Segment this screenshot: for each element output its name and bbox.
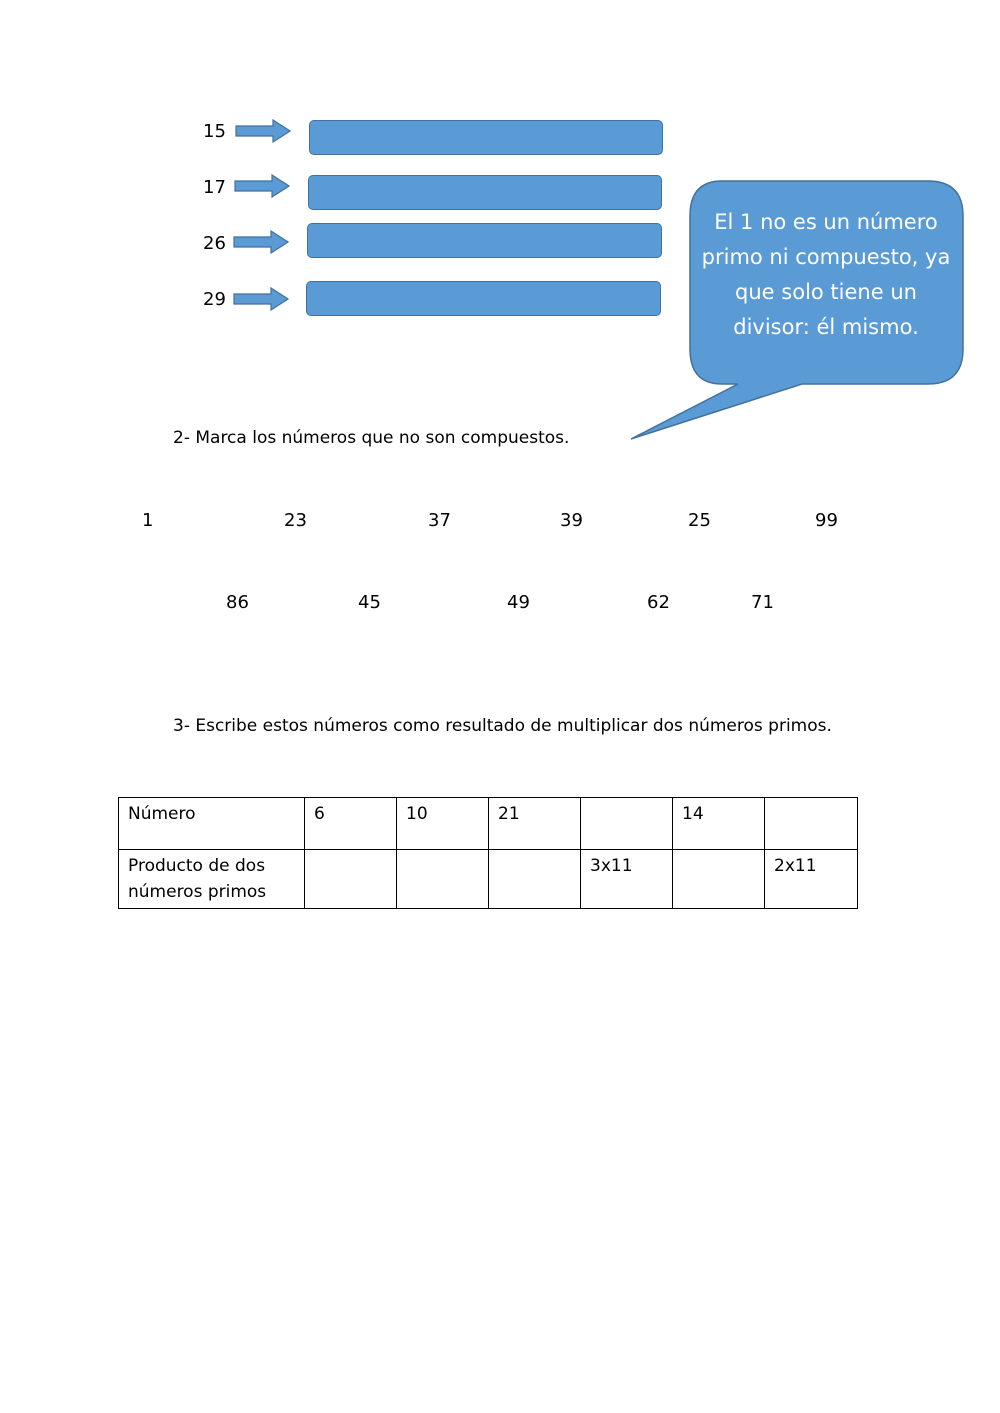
number-option[interactable]: 45 [358, 592, 381, 613]
number-option[interactable]: 62 [647, 592, 670, 613]
table-cell-input[interactable] [673, 850, 765, 909]
table-cell: 3x11 [581, 850, 673, 909]
number-label-17: 17 [203, 177, 226, 198]
row-label-product: Producto de dos números primos [119, 850, 305, 909]
answer-box-17[interactable] [308, 175, 662, 210]
table-cell-input[interactable] [305, 850, 397, 909]
table-cell-input[interactable] [397, 850, 489, 909]
products-table [118, 797, 858, 909]
table-cell-input[interactable] [765, 798, 858, 850]
number-option[interactable]: 39 [560, 510, 583, 531]
number-option[interactable]: 86 [226, 592, 249, 613]
table-cell: 2x11 [765, 850, 858, 909]
number-option[interactable]: 1 [142, 510, 154, 531]
number-option[interactable]: 37 [428, 510, 451, 531]
number-option[interactable]: 71 [751, 592, 774, 613]
answer-box-26[interactable] [307, 223, 662, 258]
number-label-29: 29 [203, 289, 226, 310]
right-arrow-icon [235, 119, 291, 143]
right-arrow-icon [234, 174, 290, 198]
number-option[interactable]: 49 [507, 592, 530, 613]
table-cell: 21 [489, 798, 581, 850]
table-cell-input[interactable] [581, 798, 673, 850]
table-cell: 10 [397, 798, 489, 850]
exercise-2-title: 2- Marca los números que no son compuestos. [173, 428, 570, 448]
number-option[interactable]: 99 [815, 510, 838, 531]
table-row [119, 850, 858, 909]
row-label-number: Número [119, 798, 305, 850]
number-label-15: 15 [203, 121, 226, 142]
table-cell: 14 [673, 798, 765, 850]
right-arrow-icon [233, 230, 289, 254]
right-arrow-icon [233, 287, 289, 311]
answer-box-15[interactable] [309, 120, 663, 155]
table-row [119, 798, 858, 850]
callout-text: El 1 no es un número primo ni compuesto, ya que solo tiene un divisor: él mismo. [701, 210, 951, 339]
number-option[interactable]: 23 [284, 510, 307, 531]
number-option[interactable]: 25 [688, 510, 711, 531]
table-cell-input[interactable] [489, 850, 581, 909]
answer-box-29[interactable] [306, 281, 661, 316]
exercise-3-title: 3- Escribe estos números como resultado de multiplicar dos números primos. [173, 716, 832, 736]
number-label-26: 26 [203, 233, 226, 254]
table-cell: 6 [305, 798, 397, 850]
